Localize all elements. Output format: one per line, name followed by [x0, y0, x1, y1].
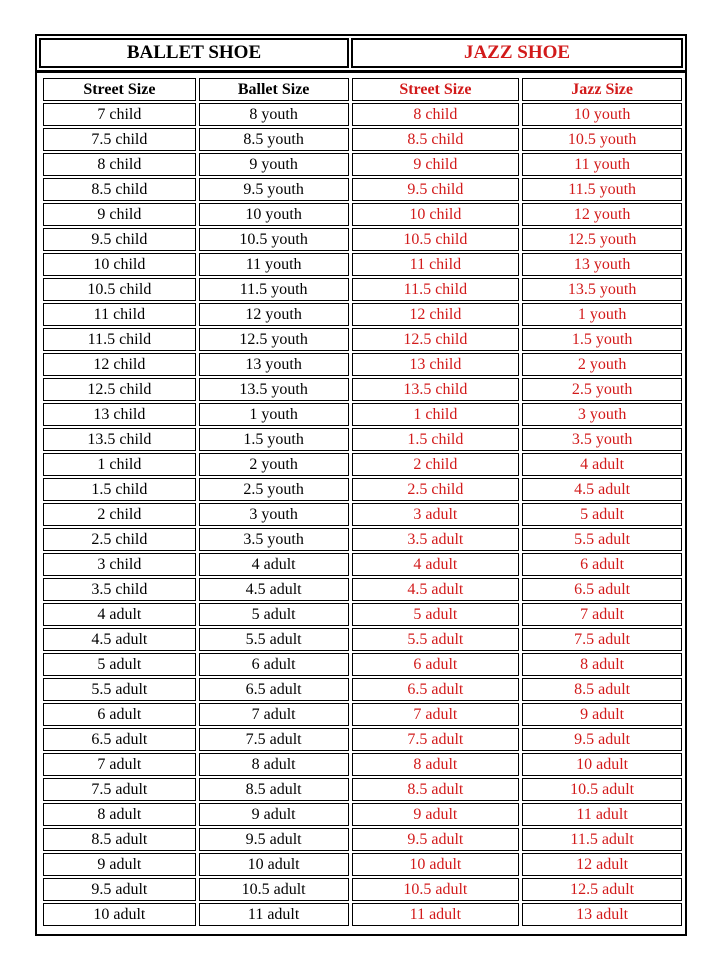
ballet-size-cell: 11 adult: [199, 903, 349, 926]
ballet-street-size-cell: 2.5 child: [43, 528, 196, 551]
jazz-street-size-cell: 8 child: [352, 103, 520, 126]
jazz-street-size-cell: 10.5 adult: [352, 878, 520, 901]
table-row: [43, 253, 682, 276]
jazz-size-cell: 10 youth: [522, 103, 682, 126]
table-row: [43, 753, 682, 776]
jazz-size-cell: 2 youth: [522, 353, 682, 376]
table-row: [43, 328, 682, 351]
jazz-size-cell: 8.5 adult: [522, 678, 682, 701]
jazz-street-size-cell: 13 child: [352, 353, 520, 376]
column-header-jazz-street-size: Street Size: [352, 78, 520, 101]
ballet-street-size-cell: 7.5 adult: [43, 778, 196, 801]
jazz-street-size-cell: 9.5 child: [352, 178, 520, 201]
ballet-size-cell: 1 youth: [199, 403, 349, 426]
ballet-street-size-cell: 7 child: [43, 103, 196, 126]
column-header-row: [43, 78, 682, 101]
jazz-street-size-cell: 3 adult: [352, 503, 520, 526]
jazz-size-cell: 12 youth: [522, 203, 682, 226]
table-row: [43, 228, 682, 251]
table-row: [43, 503, 682, 526]
jazz-street-size-cell: 13.5 child: [352, 378, 520, 401]
jazz-size-cell: 9.5 adult: [522, 728, 682, 751]
ballet-street-size-cell: 12.5 child: [43, 378, 196, 401]
ballet-size-cell: 4 adult: [199, 553, 349, 576]
table-row: [43, 903, 682, 926]
jazz-street-size-cell: 1 child: [352, 403, 520, 426]
table-row: [43, 653, 682, 676]
ballet-size-cell: 9 youth: [199, 153, 349, 176]
table-body: [43, 103, 682, 926]
jazz-size-cell: 5 adult: [522, 503, 682, 526]
ballet-street-size-cell: 9 adult: [43, 853, 196, 876]
jazz-street-size-cell: 7.5 adult: [352, 728, 520, 751]
ballet-size-cell: 11.5 youth: [199, 278, 349, 301]
ballet-shoe-heading: BALLET SHOE: [39, 38, 349, 68]
table-row: [43, 553, 682, 576]
ballet-street-size-cell: 4.5 adult: [43, 628, 196, 651]
table-row: [43, 303, 682, 326]
table-row: [43, 853, 682, 876]
ballet-street-size-cell: 13 child: [43, 403, 196, 426]
jazz-size-cell: 10.5 youth: [522, 128, 682, 151]
ballet-street-size-cell: 1 child: [43, 453, 196, 476]
jazz-size-cell: 12 adult: [522, 853, 682, 876]
jazz-size-cell: 1.5 youth: [522, 328, 682, 351]
jazz-street-size-cell: 10 child: [352, 203, 520, 226]
table-row: [43, 203, 682, 226]
jazz-street-size-cell: 11 adult: [352, 903, 520, 926]
ballet-street-size-cell: 1.5 child: [43, 478, 196, 501]
jazz-size-cell: 1 youth: [522, 303, 682, 326]
table-row: [43, 103, 682, 126]
ballet-size-cell: 12.5 youth: [199, 328, 349, 351]
table-row: [43, 678, 682, 701]
jazz-size-cell: 4.5 adult: [522, 478, 682, 501]
table-row: [43, 628, 682, 651]
jazz-size-cell: 9 adult: [522, 703, 682, 726]
ballet-street-size-cell: 6 adult: [43, 703, 196, 726]
ballet-street-size-cell: 9.5 adult: [43, 878, 196, 901]
table-row: [43, 128, 682, 151]
table-row: [43, 428, 682, 451]
jazz-size-cell: 7.5 adult: [522, 628, 682, 651]
ballet-size-cell: 10 youth: [199, 203, 349, 226]
ballet-street-size-cell: 5 adult: [43, 653, 196, 676]
table-row: [43, 828, 682, 851]
ballet-street-size-cell: 10 child: [43, 253, 196, 276]
jazz-size-cell: 6.5 adult: [522, 578, 682, 601]
ballet-size-cell: 8.5 adult: [199, 778, 349, 801]
ballet-size-cell: 10.5 youth: [199, 228, 349, 251]
jazz-street-size-cell: 6 adult: [352, 653, 520, 676]
ballet-size-cell: 8 adult: [199, 753, 349, 776]
ballet-street-size-cell: 11.5 child: [43, 328, 196, 351]
jazz-size-cell: 10 adult: [522, 753, 682, 776]
ballet-street-size-cell: 10.5 child: [43, 278, 196, 301]
ballet-size-cell: 3 youth: [199, 503, 349, 526]
ballet-street-size-cell: 8.5 child: [43, 178, 196, 201]
jazz-street-size-cell: 10.5 child: [352, 228, 520, 251]
jazz-street-size-cell: 4 adult: [352, 553, 520, 576]
jazz-street-size-cell: 9.5 adult: [352, 828, 520, 851]
ballet-size-cell: 13 youth: [199, 353, 349, 376]
ballet-street-size-cell: 7.5 child: [43, 128, 196, 151]
jazz-size-cell: 11.5 youth: [522, 178, 682, 201]
chart-header: [39, 38, 683, 70]
ballet-size-cell: 7 adult: [199, 703, 349, 726]
jazz-size-cell: 7 adult: [522, 603, 682, 626]
ballet-street-size-cell: 10 adult: [43, 903, 196, 926]
ballet-size-cell: 2 youth: [199, 453, 349, 476]
ballet-size-cell: 5.5 adult: [199, 628, 349, 651]
jazz-street-size-cell: 5.5 adult: [352, 628, 520, 651]
jazz-size-cell: 13 youth: [522, 253, 682, 276]
size-chart-frame: [35, 34, 687, 936]
jazz-street-size-cell: 11 child: [352, 253, 520, 276]
ballet-size-cell: 5 adult: [199, 603, 349, 626]
jazz-street-size-cell: 7 adult: [352, 703, 520, 726]
column-header-ballet-street-size: Street Size: [43, 78, 196, 101]
ballet-size-cell: 10.5 adult: [199, 878, 349, 901]
jazz-street-size-cell: 8.5 adult: [352, 778, 520, 801]
jazz-size-cell: 3 youth: [522, 403, 682, 426]
ballet-street-size-cell: 11 child: [43, 303, 196, 326]
jazz-size-cell: 13 adult: [522, 903, 682, 926]
jazz-size-cell: 5.5 adult: [522, 528, 682, 551]
ballet-size-cell: 9 adult: [199, 803, 349, 826]
ballet-size-cell: 1.5 youth: [199, 428, 349, 451]
table-row: [43, 403, 682, 426]
ballet-street-size-cell: 13.5 child: [43, 428, 196, 451]
column-header-jazz-size: Jazz Size: [522, 78, 682, 101]
ballet-size-cell: 8.5 youth: [199, 128, 349, 151]
table-row: [43, 278, 682, 301]
ballet-size-cell: 9.5 youth: [199, 178, 349, 201]
jazz-street-size-cell: 12 child: [352, 303, 520, 326]
ballet-street-size-cell: 4 adult: [43, 603, 196, 626]
table-row: [43, 528, 682, 551]
ballet-size-cell: 11 youth: [199, 253, 349, 276]
jazz-size-cell: 8 adult: [522, 653, 682, 676]
ballet-size-cell: 9.5 adult: [199, 828, 349, 851]
jazz-street-size-cell: 8.5 child: [352, 128, 520, 151]
ballet-size-cell: 4.5 adult: [199, 578, 349, 601]
column-header-ballet-size: Ballet Size: [199, 78, 349, 101]
table-row: [43, 703, 682, 726]
ballet-size-cell: 6 adult: [199, 653, 349, 676]
jazz-street-size-cell: 2 child: [352, 453, 520, 476]
ballet-size-cell: 8 youth: [199, 103, 349, 126]
ballet-size-cell: 12 youth: [199, 303, 349, 326]
jazz-street-size-cell: 9 child: [352, 153, 520, 176]
jazz-size-cell: 3.5 youth: [522, 428, 682, 451]
jazz-size-cell: 13.5 youth: [522, 278, 682, 301]
jazz-street-size-cell: 2.5 child: [352, 478, 520, 501]
jazz-street-size-cell: 3.5 adult: [352, 528, 520, 551]
jazz-size-cell: 11 youth: [522, 153, 682, 176]
jazz-size-cell: 11.5 adult: [522, 828, 682, 851]
table-row: [43, 803, 682, 826]
jazz-street-size-cell: 9 adult: [352, 803, 520, 826]
ballet-size-cell: 10 adult: [199, 853, 349, 876]
ballet-size-cell: 6.5 adult: [199, 678, 349, 701]
table-row: [43, 728, 682, 751]
ballet-street-size-cell: 8.5 adult: [43, 828, 196, 851]
jazz-size-cell: 12.5 youth: [522, 228, 682, 251]
ballet-street-size-cell: 8 child: [43, 153, 196, 176]
jazz-street-size-cell: 1.5 child: [352, 428, 520, 451]
ballet-street-size-cell: 9 child: [43, 203, 196, 226]
ballet-street-size-cell: 7 adult: [43, 753, 196, 776]
jazz-street-size-cell: 10 adult: [352, 853, 520, 876]
ballet-street-size-cell: 9.5 child: [43, 228, 196, 251]
ballet-street-size-cell: 6.5 adult: [43, 728, 196, 751]
jazz-size-cell: 11 adult: [522, 803, 682, 826]
ballet-street-size-cell: 5.5 adult: [43, 678, 196, 701]
table-row: [43, 578, 682, 601]
jazz-size-cell: 6 adult: [522, 553, 682, 576]
ballet-street-size-cell: 2 child: [43, 503, 196, 526]
jazz-street-size-cell: 12.5 child: [352, 328, 520, 351]
ballet-street-size-cell: 12 child: [43, 353, 196, 376]
table-row: [43, 378, 682, 401]
table-row: [43, 603, 682, 626]
header-divider: [37, 70, 685, 73]
table-row: [43, 878, 682, 901]
jazz-street-size-cell: 5 adult: [352, 603, 520, 626]
ballet-street-size-cell: 8 adult: [43, 803, 196, 826]
jazz-street-size-cell: 11.5 child: [352, 278, 520, 301]
jazz-street-size-cell: 8 adult: [352, 753, 520, 776]
table-row: [43, 153, 682, 176]
table-row: [43, 778, 682, 801]
ballet-street-size-cell: 3.5 child: [43, 578, 196, 601]
jazz-size-cell: 4 adult: [522, 453, 682, 476]
jazz-size-cell: 12.5 adult: [522, 878, 682, 901]
table-row: [43, 353, 682, 376]
jazz-shoe-heading: JAZZ SHOE: [351, 38, 683, 68]
jazz-street-size-cell: 6.5 adult: [352, 678, 520, 701]
ballet-size-cell: 7.5 adult: [199, 728, 349, 751]
jazz-size-cell: 2.5 youth: [522, 378, 682, 401]
ballet-size-cell: 13.5 youth: [199, 378, 349, 401]
jazz-size-cell: 10.5 adult: [522, 778, 682, 801]
ballet-size-cell: 3.5 youth: [199, 528, 349, 551]
size-conversion-table: [40, 76, 685, 928]
table-row: [43, 178, 682, 201]
ballet-size-cell: 2.5 youth: [199, 478, 349, 501]
ballet-street-size-cell: 3 child: [43, 553, 196, 576]
table-row: [43, 453, 682, 476]
table-row: [43, 478, 682, 501]
jazz-street-size-cell: 4.5 adult: [352, 578, 520, 601]
